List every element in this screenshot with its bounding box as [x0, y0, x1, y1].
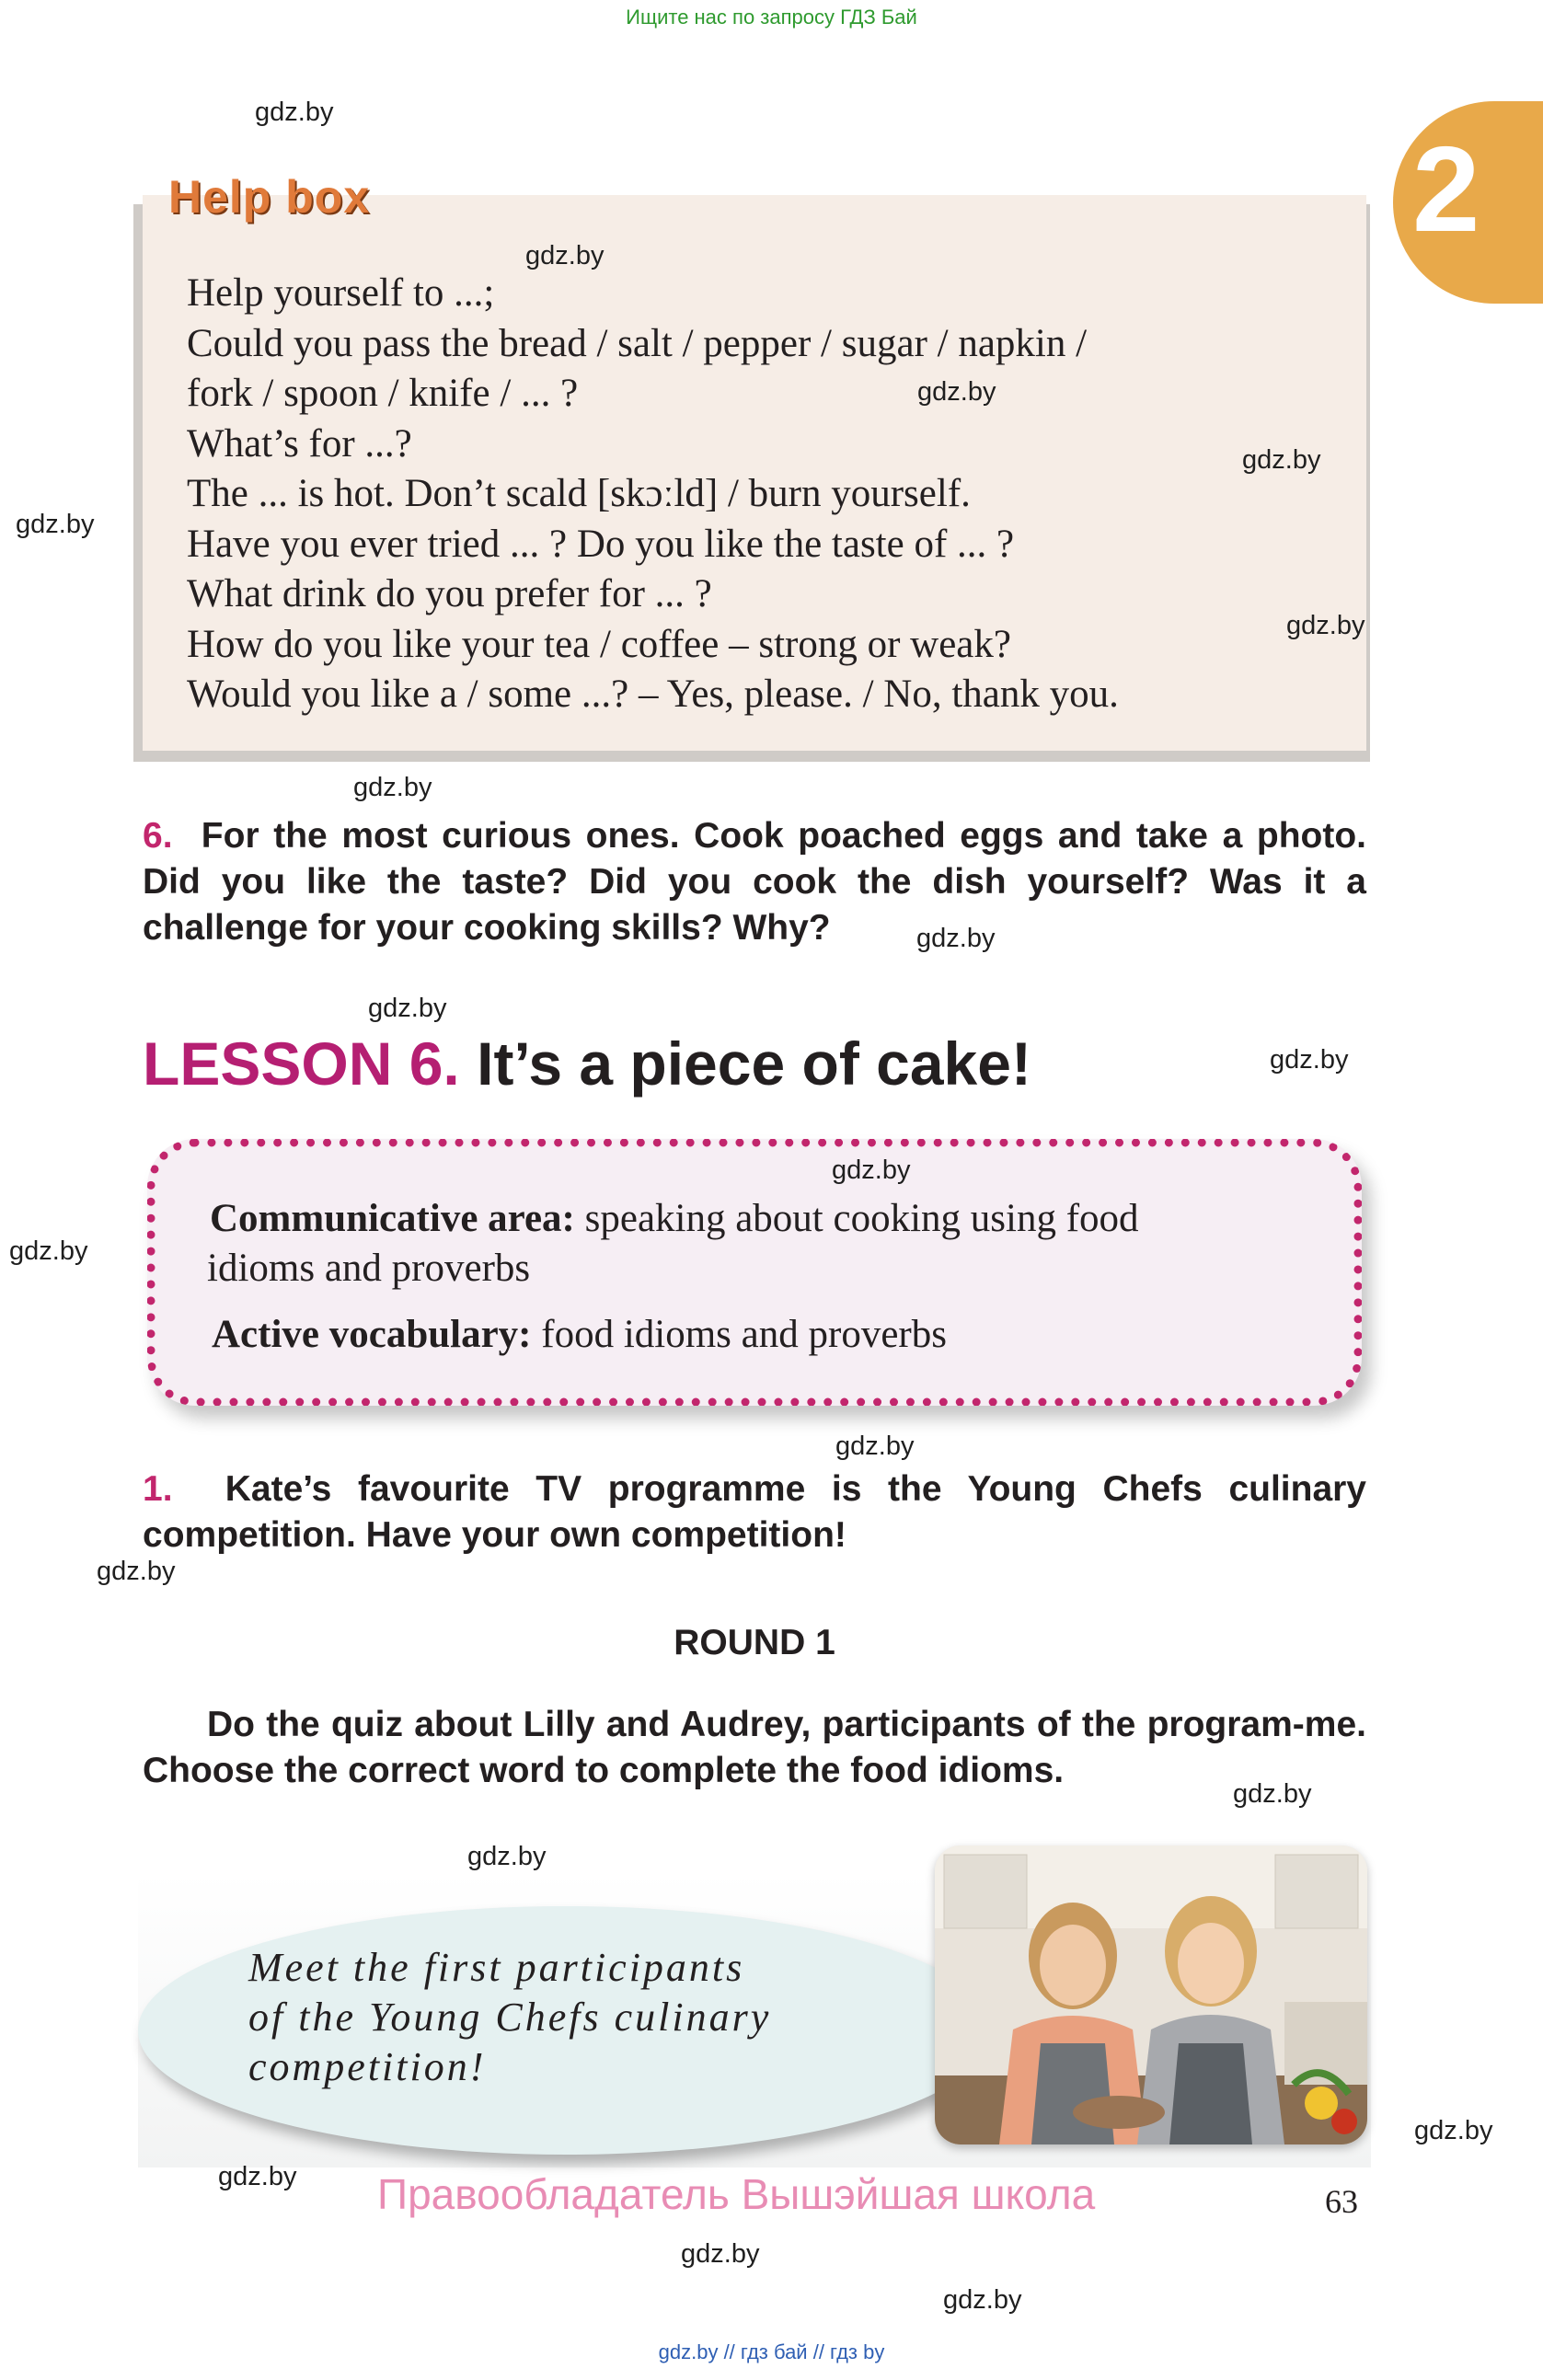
page-number: 63 [1325, 2183, 1358, 2220]
watermark: gdz.by [1233, 1779, 1312, 1809]
task-1 [143, 1466, 1366, 1558]
watermark: gdz.by [368, 994, 447, 1023]
bubble-line-1: Meet the first participants [248, 1945, 745, 1990]
help-phrase: The ... is hot. Don’t scald [skɔːld] / burn yourself. [187, 472, 971, 515]
watermark: gdz.by [1414, 2116, 1493, 2145]
communicative-area-line-2: idioms and proverbs [207, 1247, 531, 1290]
lesson-title [143, 1029, 1031, 1098]
watermark: gdz.by [835, 1431, 915, 1461]
communicative-area-line [210, 1194, 1139, 1244]
help-phrase: Could you pass the bread / salt / pepper / sugar / napkin / [187, 321, 1088, 365]
task-1-number: 1. [143, 1469, 173, 1509]
active-vocabulary-text: food idioms and proverbs [541, 1313, 947, 1356]
watermark: gdz.by [917, 377, 996, 407]
task-6-text: For the most curious ones. Cook poached eggs and take a photo. Did you like the taste? Did you cook the dish yourself? Was it a challenge for your cooking skills? Why? [143, 816, 1367, 948]
active-vocabulary-line [212, 1310, 947, 1360]
chapter-number: 2 [1412, 121, 1480, 257]
active-vocabulary-label: Active vocabulary: [212, 1313, 532, 1356]
communicative-area-label: Communicative area: [210, 1197, 575, 1240]
round-instructions: Do the quiz about Lilly and Audrey, participants of the program-me. Choose the correct word to complete the food idioms. [143, 1705, 1366, 1790]
top-search-link[interactable]: Ищите нас по запросу ГДЗ Бай [626, 6, 917, 29]
watermark: gdz.by [681, 2239, 760, 2269]
watermark: gdz.by [16, 510, 95, 539]
bubble-line-2: of the Young Chefs culinary [248, 1995, 772, 2040]
help-phrase: Would you like a / some ...? – Yes, please. / No, thank you. [187, 673, 1119, 716]
help-phrase: What’s for ...? [187, 421, 412, 466]
help-phrase: fork / spoon / knife / ... ? [187, 372, 579, 415]
lesson-name: It’s a piece of cake! [477, 1029, 1031, 1098]
watermark: gdz.by [943, 2285, 1022, 2315]
watermark: gdz.by [218, 2162, 297, 2191]
watermark: gdz.by [1242, 445, 1321, 475]
watermark: gdz.by [1286, 611, 1365, 640]
help-phrase: What drink do you prefer for ... ? [187, 572, 712, 615]
help-phrase: How do you like your tea / coffee – strong or weak? [187, 622, 1011, 666]
task-1-text: Kate’s favourite TV programme is the Young Chefs culinary competition. Have your own competition! [143, 1469, 1367, 1555]
communicative-area-text: speaking about cooking using food [584, 1197, 1139, 1240]
bubble-line-3: competition! [248, 2044, 487, 2089]
round-heading: ROUND 1 [674, 1623, 835, 1662]
watermark: gdz.by [97, 1557, 176, 1586]
help-box-phrases [187, 269, 1355, 720]
participants-photo [935, 1845, 1367, 2144]
task-6 [143, 813, 1366, 951]
watermark: gdz.by [916, 924, 996, 953]
lesson-label: LESSON 6. [143, 1029, 460, 1098]
help-phrase: Help yourself to ...; [187, 271, 495, 315]
watermark: gdz.by [467, 1842, 547, 1871]
watermark: gdz.by [255, 98, 334, 127]
help-phrase: Have you ever tried ... ? Do you like the taste of ... ? [187, 522, 1015, 566]
copyright-notice: Правообладатель Вышэйшая школа [377, 2170, 1096, 2218]
help-box-title: Help box [168, 171, 371, 223]
watermark: gdz.by [9, 1236, 88, 1266]
bottom-links[interactable]: gdz.by // гдз бай // гдз by [658, 2340, 885, 2363]
watermark: gdz.by [525, 241, 605, 270]
watermark: gdz.by [1270, 1045, 1349, 1075]
watermark: gdz.by [353, 773, 432, 802]
watermark: gdz.by [832, 1156, 911, 1185]
task-6-number: 6. [143, 816, 173, 856]
